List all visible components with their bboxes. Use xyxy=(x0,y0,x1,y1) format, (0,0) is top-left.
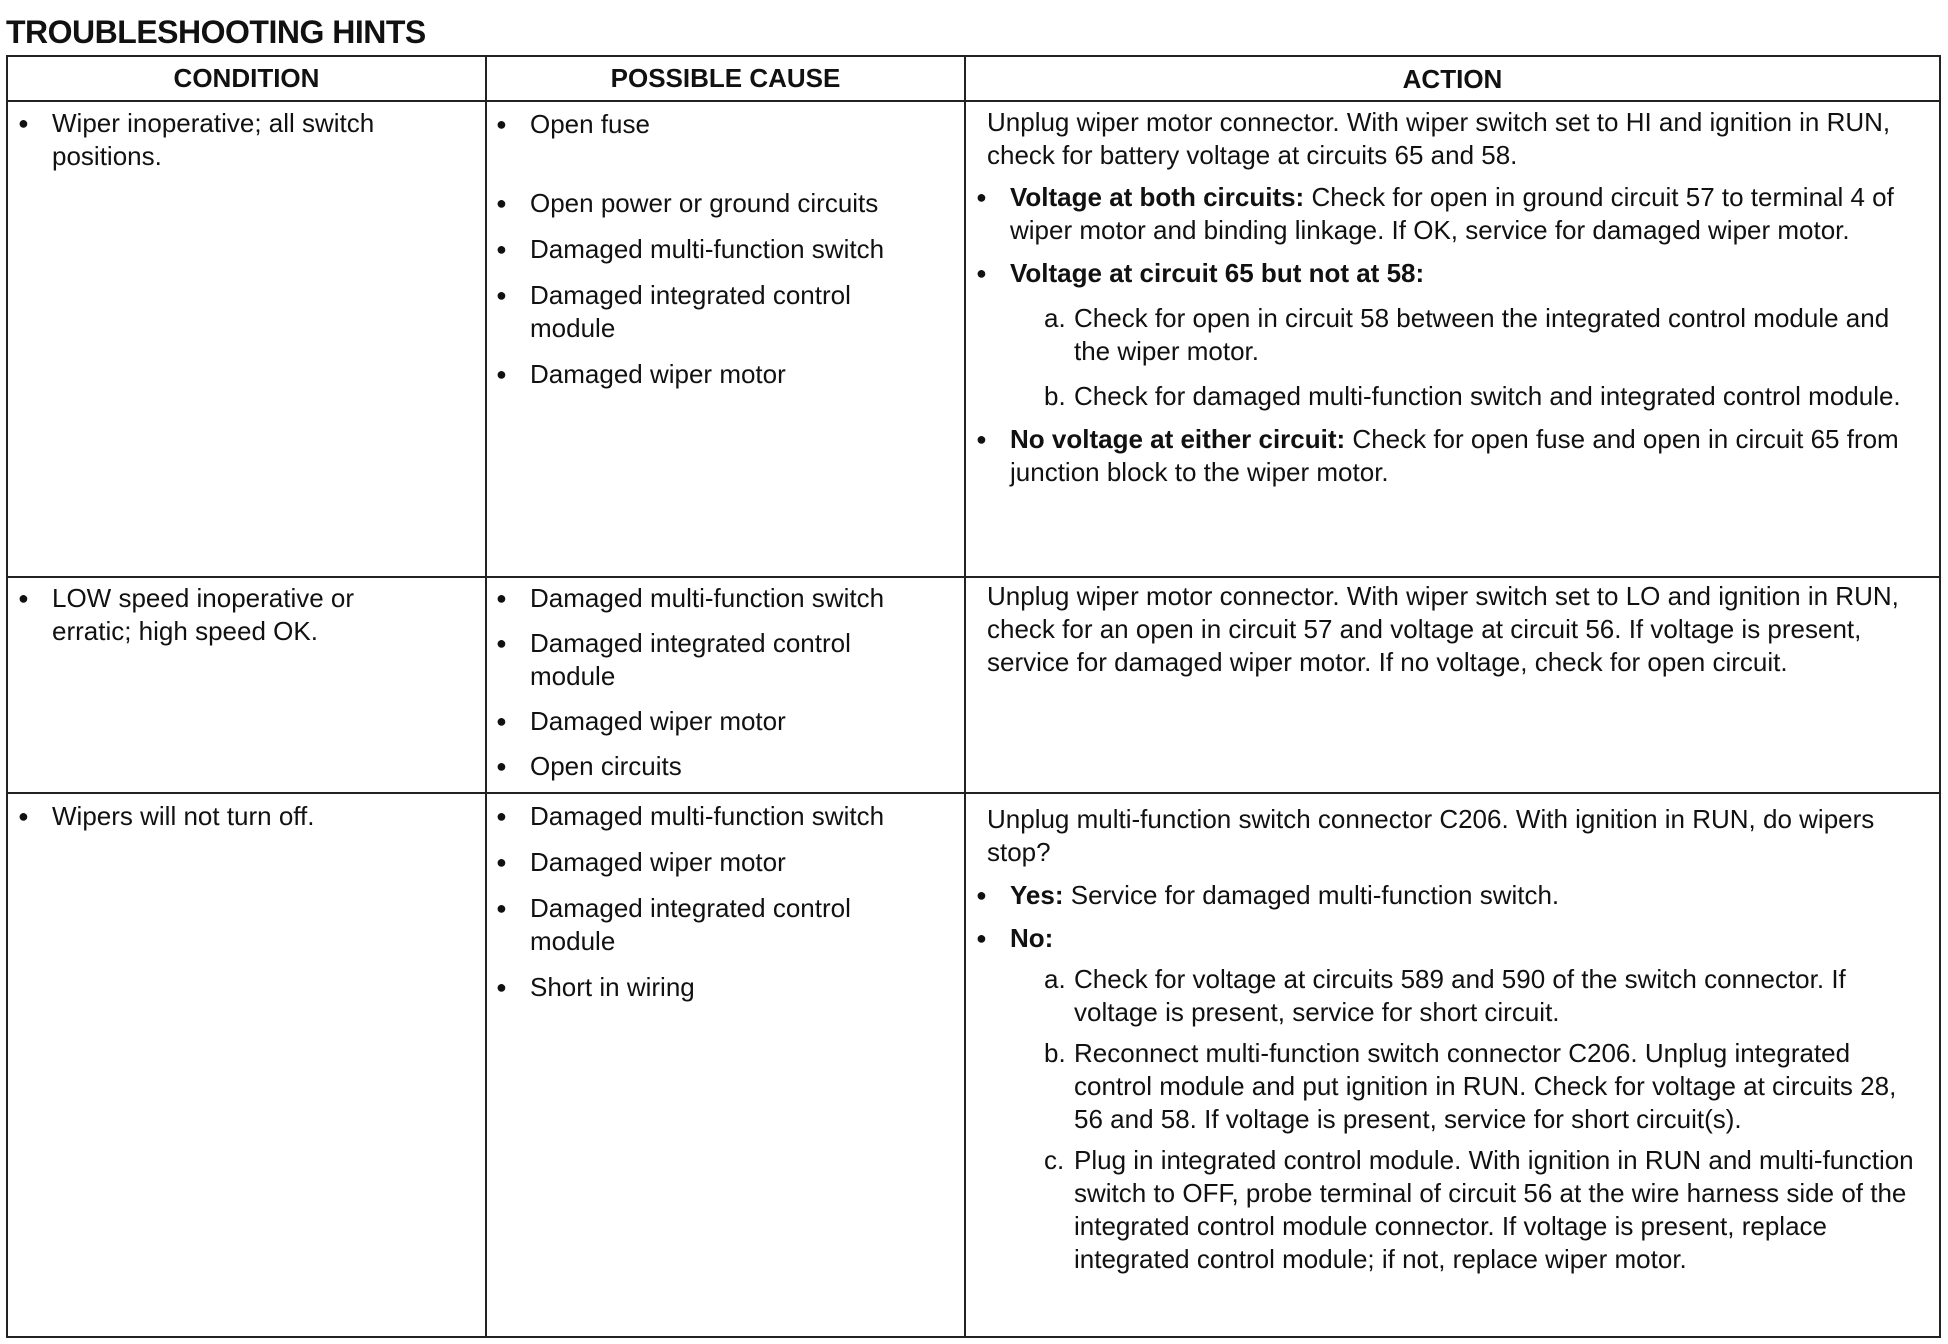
action-sub-item xyxy=(972,302,1932,368)
sub-item-marker: a. xyxy=(1044,303,1066,333)
page-title: TROUBLESHOOTING HINTS xyxy=(6,14,426,50)
action-item-text: Service for damaged multi-function switch. xyxy=(1063,880,1560,910)
row-1-causes xyxy=(492,108,932,391)
row-2-causes xyxy=(492,582,932,783)
sub-item-marker: b. xyxy=(1044,1038,1066,1068)
cause-item: ● Short in wiring xyxy=(492,971,932,1004)
action-intro: Unplug wiper motor connector. With wiper switch set to LO and ignition in RUN, check for an open in circuit 57 and voltage at circuit 56. If voltage is present, service for damaged wiper motor. If no voltage, check for open circuit. xyxy=(987,581,1899,677)
action-sub-item xyxy=(972,1144,1932,1276)
action-item xyxy=(972,181,1932,247)
row-3-action xyxy=(972,803,1932,1276)
cause-item: ● Damaged multi-function switch xyxy=(492,582,932,615)
condition-text: ● LOW speed inoperative or erratic; high speed OK. xyxy=(14,582,414,648)
header-bottom-border xyxy=(6,100,1941,102)
table-left-border xyxy=(6,55,8,1338)
action-intro: Unplug multi-function switch connector C206. With ignition in RUN, do wipers stop? xyxy=(987,804,1875,867)
cause-item: ● Damaged integrated control module xyxy=(492,892,932,958)
cause-item: ● Damaged wiper motor xyxy=(492,358,932,391)
table-top-border xyxy=(6,55,1941,57)
action-item xyxy=(972,879,1932,912)
cause-item: ● Open circuits xyxy=(492,750,932,783)
table-right-border xyxy=(1939,55,1941,1338)
action-item-label: Yes: xyxy=(1010,880,1064,910)
action-item-text: Check for open fuse and open in circuit 65 from junction block to the wiper motor. xyxy=(1010,424,1899,487)
row-1-bottom-border xyxy=(6,576,1941,578)
action-item-label: No voltage at either circuit: xyxy=(1010,424,1346,454)
sub-item-marker: b. xyxy=(1044,381,1066,411)
row-1-action xyxy=(972,106,1932,489)
cause-item: ● Damaged multi-function switch xyxy=(492,233,932,266)
cause-item: ● Damaged wiper motor xyxy=(492,705,932,738)
action-item-label: Voltage at circuit 65 but not at 58: xyxy=(1010,258,1425,288)
cause-item: ● Damaged wiper motor xyxy=(492,846,932,879)
action-sub-item xyxy=(972,380,1932,413)
action-intro: Unplug wiper motor connector. With wiper switch set to HI and ignition in RUN, check for battery voltage at circuits 65 and 58. xyxy=(987,107,1891,170)
cause-item: ● Open power or ground circuits xyxy=(492,187,932,220)
action-item-label: Voltage at both circuits: xyxy=(1010,182,1305,212)
cause-item: ● Damaged multi-function switch xyxy=(492,800,932,833)
row-2-bottom-border xyxy=(6,792,1941,794)
header-condition: CONDITION xyxy=(173,63,320,93)
header-action: ACTION xyxy=(1402,64,1503,94)
table-bottom-border xyxy=(6,1336,1941,1338)
sub-item-text: Check for voltage at circuits 589 and 590 of the switch connector. If voltage is present, service for short circuit. xyxy=(1074,964,1846,1027)
row-3-causes xyxy=(492,800,932,1004)
action-item-text: Check for open in ground circuit 57 to terminal 4 of wiper motor and binding linkage. If OK, service for damaged wiper motor. xyxy=(1010,182,1894,245)
row-1-condition xyxy=(14,107,414,173)
sub-item-text: Reconnect multi-function switch connector C206. Unplug integrated control module and put ignition in RUN. Check for voltage at circuits 28, 56 and 58. If voltage is present, service for short circuit(s). xyxy=(1074,1038,1897,1134)
sub-item-text: Check for open in circuit 58 between the integrated control module and the wiper motor. xyxy=(1074,303,1890,366)
action-item xyxy=(972,922,1932,955)
action-item-label: No: xyxy=(1010,923,1054,953)
sub-item-marker: c. xyxy=(1044,1145,1065,1175)
action-item xyxy=(972,423,1932,489)
header-possible-cause: POSSIBLE CAUSE xyxy=(610,63,841,93)
row-3-condition xyxy=(14,800,414,833)
column-divider-1 xyxy=(485,55,487,1338)
sub-item-text: Check for damaged multi-function switch and integrated control module. xyxy=(1074,381,1901,411)
action-item xyxy=(972,257,1932,290)
condition-text: ● Wipers will not turn off. xyxy=(14,800,414,833)
row-2-condition xyxy=(14,582,414,648)
column-divider-2 xyxy=(964,55,966,1338)
cause-item: ● Damaged integrated control module xyxy=(492,627,932,693)
action-sub-item xyxy=(972,1037,1932,1136)
cause-item: ● Damaged integrated control module xyxy=(492,279,932,345)
condition-text: ● Wiper inoperative; all switch positions. xyxy=(14,107,414,173)
sub-item-marker: a. xyxy=(1044,964,1066,994)
action-sub-item xyxy=(972,963,1932,1029)
row-2-action xyxy=(972,580,1932,679)
cause-item: ● Open fuse xyxy=(492,108,932,141)
sub-item-text: Plug in integrated control module. With ignition in RUN and multi-function switch to OFF, probe terminal of circuit 56 at the wire harness side of the integrated control module connector. If voltage is present, replace integrated control module; if not, replace wiper motor. xyxy=(1074,1145,1914,1274)
